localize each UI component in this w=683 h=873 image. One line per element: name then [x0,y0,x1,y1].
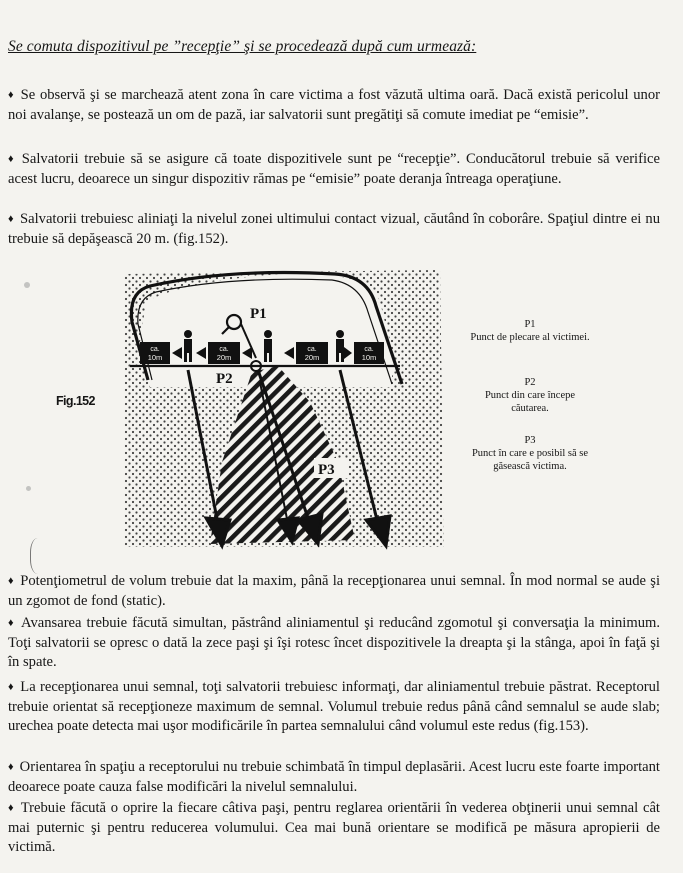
paragraph-text: Salvatorii trebuiesc aliniaţi la nivelul zonei ultimului contact vizual, căutând în coborâre. Spaţiul dintre ei nu trebuie să depăşească 20 m. (fig.152). [8,211,660,247]
paragraph-text: Avansarea trebuie făcută simultan, păstrând aliniamentul şi reducând zgomotul şi conversaţia la minimum. Toţi salvatorii se opresc o dată la zece paşi şi îşi rotesc încet dispozitivele la dreapta şi la stânga, apoi în faţă şi în spate. [8,615,660,670]
legend-text: Punct de plecare al victimei. [470,332,590,343]
paragraph-signal [8,678,660,737]
search-diagram [110,262,460,552]
legend-id: P3 [524,435,536,446]
scan-speck [26,486,31,491]
distance-value: 10m [361,353,377,362]
bullet-icon: ♦ [8,575,15,587]
paragraph-text: Orientarea în spaţiu a receptorului nu trebuie schimbată în timpul deplasării. Acest lucru este foarte important deoarece poate cauza false modificări la nivelul semnalului. [8,759,660,795]
paragraph-stop [8,799,660,858]
legend-p2 [470,376,590,415]
legend-p3 [470,434,590,473]
distance-ca: ca. [150,346,160,353]
bullet-icon: ♦ [8,681,15,693]
legend-text: Punct în care e posibil să se găsească victima. [471,448,589,472]
paragraph-alignment [8,210,660,249]
distance-value: 10m [147,353,163,362]
distance-ca: ca. [364,346,374,353]
paragraph-text: Trebuie făcută o oprire la fiecare câtiva paşi, pentru reglarea orientării în vederea obţinerii unui semnal cât mai puternic şi pentru reducerea volumului. Cea mai bună orientare se modifică pe măsura apropierii de victimă. [8,800,660,855]
paragraph-reception-check [8,150,660,189]
section-heading: Se comuta dispozitivul pe ”recepţie” şi se procedează după cum urmează: [8,38,477,55]
paragraph-text: Salvatorii trebuie să se asigure că toate dispozitivele sunt pe “recepţie”. Conducătorul trebuie să verifice acest lucru, deoarece un singur dispozitiv rămas pe “emisie” poate deranja întreaga operaţiune. [8,151,660,187]
scan-speck [24,282,30,288]
paragraph-text: Se observă şi se marchează atent zona în care victima a fost văzută ultima oară. Dacă există pericolul unor noi avalanşe, se postează un om de pază, iar salvatorii sunt pregătiţi să comute imediat pe “emisie”. [8,87,660,123]
bullet-icon: ♦ [8,617,16,629]
p1-label: P1 [250,306,267,322]
bullet-icon: ♦ [8,213,14,225]
paragraph-text: Potenţiometrul de volum trebuie dat la maxim, până la recepţionarea unui semnal. În mod normal se aude şi un zgomot de fond (static). [8,573,660,609]
bullet-icon: ♦ [8,761,14,773]
p2-label: P2 [216,371,233,387]
distance-value: 20m [216,353,232,362]
pencil-mark [30,538,45,574]
paragraph-text: La recepţionarea unui semnal, toţi salvatorii trebuiesc informaţi, dar aliniamentul trebuie păstrat. Receptorul trebuie orientat să recepţioneze maximum de semnal. Volumul trebuie redus până când semnalul se aude slab; urechea poate detecta mai uşor modificările în partea semnalului când volumul este redus (fig.153). [8,679,660,734]
legend-text: Punct din care începe căutarea. [484,390,576,414]
distance-value: 20m [304,353,320,362]
distance-ca: ca. [219,346,229,353]
p3-label: P3 [318,462,335,478]
legend-p1 [470,318,590,344]
paragraph-orientation [8,758,660,797]
bullet-icon: ♦ [8,153,16,165]
figure-label: Fig.152 [56,394,95,408]
bullet-icon: ♦ [8,89,15,101]
paragraph-advance [8,614,660,673]
legend-id: P2 [524,377,536,388]
p3-marker [314,458,348,478]
distance-ca: ca. [307,346,317,353]
legend-id: P1 [524,319,536,330]
paragraph-observe-zone [8,86,660,125]
bullet-icon: ♦ [8,802,15,814]
paragraph-volume [8,572,660,611]
